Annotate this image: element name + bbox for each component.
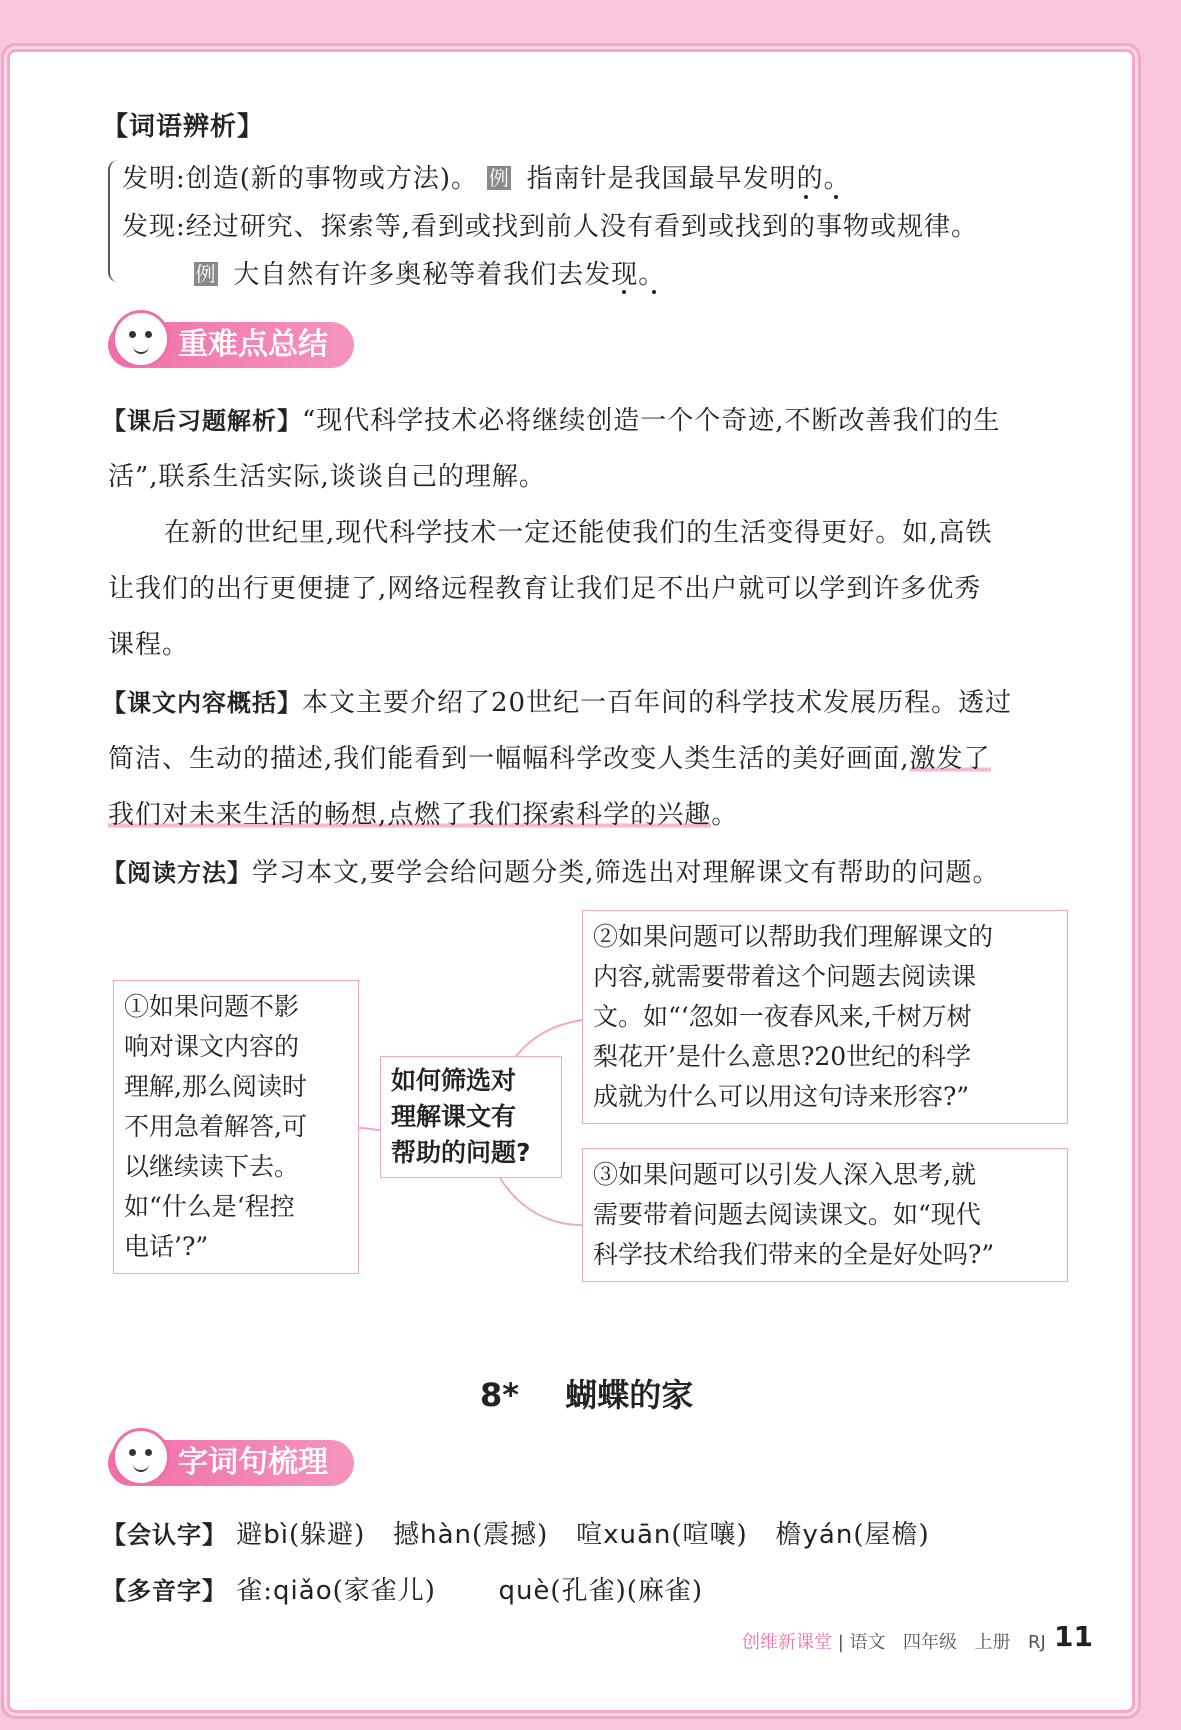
exercise-tag: 【课后习题解析】: [102, 407, 302, 435]
exercise-answer-3: 课程。: [108, 630, 190, 660]
mindmap-right-top-line: 成就为什么可以用这句诗来形容?”: [593, 1082, 970, 1111]
summary-highlight-1: 激发了: [909, 744, 991, 774]
recognize-item: 避bì(躲避): [236, 1520, 366, 1550]
mindmap-left-box: [113, 980, 359, 1274]
mindmap-right-top-line: 内容,就需要带着这个问题去阅读课: [593, 962, 976, 991]
summary-text-2: 简洁、生动的描述,我们能看到一幅幅科学改变人类生活的美好画面,: [108, 744, 910, 774]
vocab-example-discover: 大自然有许多奥秘等着我们去发现。: [233, 260, 666, 290]
mascot-icon: [112, 1428, 170, 1486]
chapter-number: 8*: [480, 1376, 519, 1414]
mindmap-left-line: 响对课文内容的: [124, 1032, 300, 1061]
mindmap-right-bottom-box: [582, 1148, 1068, 1282]
banner-label: 重难点总结: [178, 327, 328, 362]
footer-grade: 四年级: [903, 1632, 958, 1653]
mindmap-right-bottom-line: ③如果问题可以引发人深入思考,就: [593, 1160, 976, 1189]
vocab-def-invent: 发明:创造(新的事物或方法)。: [122, 164, 479, 194]
mindmap-left-line: 如“什么是‘程控: [124, 1192, 295, 1221]
polyphone-word-1: (家雀儿): [332, 1576, 436, 1606]
example-icon: 例: [195, 262, 217, 286]
polyphone-word-2: (孔雀)(麻雀): [550, 1576, 703, 1606]
chapter-heading: [480, 1370, 693, 1416]
reading-method-text: 学习本文,要学会给问题分类,筛选出对理解课文有帮助的问题。: [252, 858, 1000, 888]
recognize-item: 檐yán(屋檐): [775, 1520, 930, 1550]
mindmap-left-line: ①如果问题不影: [124, 992, 300, 1021]
footer-edition: RJ: [1027, 1632, 1046, 1653]
exercise-question-1: “现代科学技术必将继续创造一个个奇迹,不断改善我们的生: [302, 406, 1001, 436]
recognize-tag: 【会认字】: [102, 1521, 227, 1549]
mindmap-right-top-box: [582, 910, 1068, 1124]
summary-period: 。: [711, 800, 739, 830]
summary-text-1: 本文主要介绍了20世纪一百年间的科学技术发展历程。透过: [302, 688, 1013, 718]
example-icon: 例: [488, 166, 510, 190]
vocab-analysis-tag: 【词语辨析】: [102, 112, 265, 142]
polyphone-tag: 【多音字】: [102, 1577, 227, 1605]
mindmap-right-bottom-line: 需要带着问题去阅读课文。如“现代: [593, 1200, 981, 1229]
footer-volume: 上册: [974, 1632, 1011, 1653]
exercise-answer-2: 让我们的出行更便捷了,网络远程教育让我们足不出户就可以学到许多优秀: [108, 574, 982, 604]
mindmap-center-box: [380, 1056, 562, 1178]
mindmap-right-top-line: 文。如“‘忽如一夜春风来,千树万树: [593, 1002, 972, 1031]
mindmap-center-line: 如何筛选对: [391, 1066, 517, 1095]
section-banner-words: [108, 1440, 354, 1486]
polyphone-pinyin-1: qiǎo: [273, 1576, 333, 1606]
exercise-question-2: 活”,联系生活实际,谈谈自己的理解。: [108, 462, 546, 492]
footer-subject: 语文: [849, 1632, 886, 1653]
exercise-answer-1: 在新的世纪里,现代科学技术一定还能使我们的生活变得更好。如,高铁: [164, 518, 993, 548]
vocab-example-invent: 指南针是我国最早发明的。: [526, 164, 851, 194]
footer-brand: 创维新课堂: [742, 1632, 832, 1653]
summary-tag: 【课文内容概括】: [102, 689, 302, 717]
polyphone-char: 雀:: [236, 1576, 274, 1606]
polyphone-pinyin-2: què: [498, 1576, 551, 1606]
mindmap-center-line: 帮助的问题?: [391, 1138, 531, 1167]
mindmap-left-line: 电话’?”: [124, 1232, 209, 1261]
banner-label: 字词句梳理: [178, 1445, 328, 1480]
recognize-item: 喧xuān(喧嚷): [576, 1520, 748, 1550]
recognize-item: 撼hàn(震撼): [393, 1520, 549, 1550]
summary-highlight-2: 我们对未来生活的畅想,点燃了我们探索科学的兴趣: [108, 800, 712, 830]
mindmap-right-bottom-line: 科学技术给我们带来的全是好处吗?”: [593, 1240, 995, 1269]
mindmap-left-line: 以继续读下去。: [124, 1152, 300, 1181]
reading-method-tag: 【阅读方法】: [102, 859, 252, 887]
mindmap-left-line: 理解,那么阅读时: [124, 1072, 307, 1101]
mindmap-center-line: 理解课文有: [391, 1102, 517, 1131]
chapter-title: 蝴蝶的家: [565, 1376, 694, 1414]
vocab-def-discover: 发现:经过研究、探索等,看到或找到前人没有看到或找到的事物或规律。: [122, 212, 979, 242]
page-number: 11: [1054, 1620, 1093, 1653]
footer-info: 创维新课堂 | 语文 四年级 上册 RJ: [742, 1632, 1046, 1653]
mindmap-right-top-line: 梨花开’是什么意思?20世纪的科学: [593, 1042, 972, 1071]
mindmap-left-line: 不用急着解答,可: [124, 1112, 307, 1141]
recognize-line: [102, 1514, 930, 1551]
polyphone-line: [102, 1570, 703, 1607]
mindmap-right-top-line: ②如果问题可以帮助我们理解课文的: [593, 922, 994, 951]
